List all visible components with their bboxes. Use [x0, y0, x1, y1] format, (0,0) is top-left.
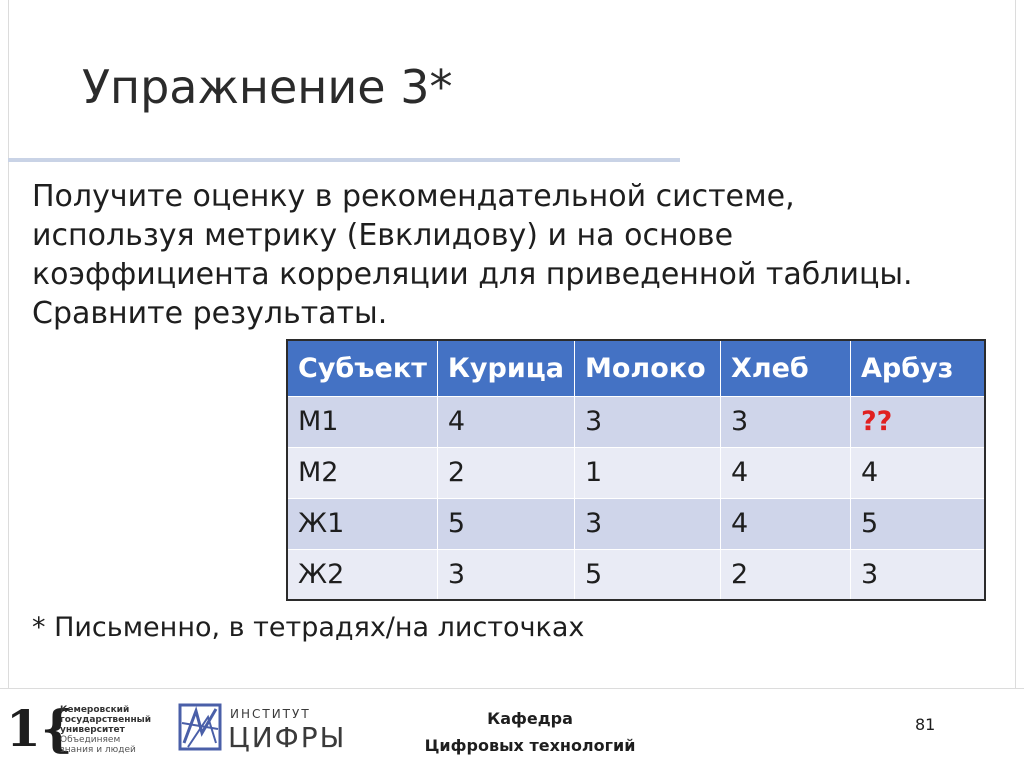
- table-cell: 3: [721, 396, 851, 447]
- table-row: [287, 396, 985, 447]
- table-header-row: [287, 340, 985, 396]
- table-cell: 2: [437, 447, 574, 498]
- page-number: 81: [915, 715, 936, 734]
- slide-title: Упражнение 3*: [82, 60, 453, 114]
- table-cell: Ж2: [287, 549, 437, 600]
- institute-logo: [178, 703, 378, 753]
- table-cell: 3: [437, 549, 574, 600]
- table-cell: Ж1: [287, 498, 437, 549]
- university-name-line: университет: [60, 725, 125, 735]
- table-cell: 3: [575, 498, 721, 549]
- table-cell: 1: [575, 447, 721, 498]
- department-line: Цифровых технологий: [424, 736, 636, 755]
- university-name: [60, 705, 152, 755]
- table-cell: 5: [437, 498, 574, 549]
- table-row: [287, 549, 985, 600]
- body-line: Получите оценку в рекомендательной системе,: [32, 179, 795, 214]
- table-cell: 4: [437, 396, 574, 447]
- table-cell: 2: [721, 549, 851, 600]
- table-cell: М1: [287, 396, 437, 447]
- department-line: Кафедра: [487, 709, 573, 728]
- header-chicken: Курица: [437, 340, 574, 396]
- table-cell: 4: [851, 447, 985, 498]
- table-cell: 4: [721, 447, 851, 498]
- body-line: используя метрику (Евклидову) и на основе: [32, 218, 734, 253]
- header-subject: Субъект: [287, 340, 437, 396]
- institute-label-small: ИНСТИТУТ: [230, 707, 311, 721]
- table-row: [287, 498, 985, 549]
- university-slogan-line: знания и людей: [60, 745, 136, 755]
- department-caption: [390, 705, 670, 759]
- slide-footer: [0, 688, 1024, 768]
- header-bread: Хлеб: [721, 340, 851, 396]
- header-milk: Молоко: [575, 340, 721, 396]
- university-logo: [6, 697, 152, 759]
- unknown-rating-cell: ??: [851, 396, 985, 447]
- title-divider: [8, 158, 680, 162]
- institute-label-big: ЦИФРЫ: [228, 721, 347, 754]
- footnote: * Письменно, в тетрадях/на листочках: [32, 612, 585, 643]
- university-mark: 1{: [6, 699, 73, 758]
- slide-body: [32, 177, 992, 333]
- table-cell: 5: [575, 549, 721, 600]
- table-cell: 5: [851, 498, 985, 549]
- table-row: [287, 447, 985, 498]
- table-cell: М2: [287, 447, 437, 498]
- university-name-line: Кемеровский: [60, 705, 130, 715]
- header-watermelon: Арбуз: [851, 340, 985, 396]
- table-cell: 4: [721, 498, 851, 549]
- institute-emblem-icon: [178, 703, 222, 751]
- university-slogan-line: Объединяем: [60, 735, 121, 745]
- table-cell: 3: [851, 549, 985, 600]
- table-cell: 3: [575, 396, 721, 447]
- body-line: коэффициента корреляции для приведенной таблицы.: [32, 257, 913, 292]
- body-line: Сравните результаты.: [32, 296, 388, 331]
- ratings-table: [286, 339, 986, 601]
- university-name-line: государственный: [60, 715, 152, 725]
